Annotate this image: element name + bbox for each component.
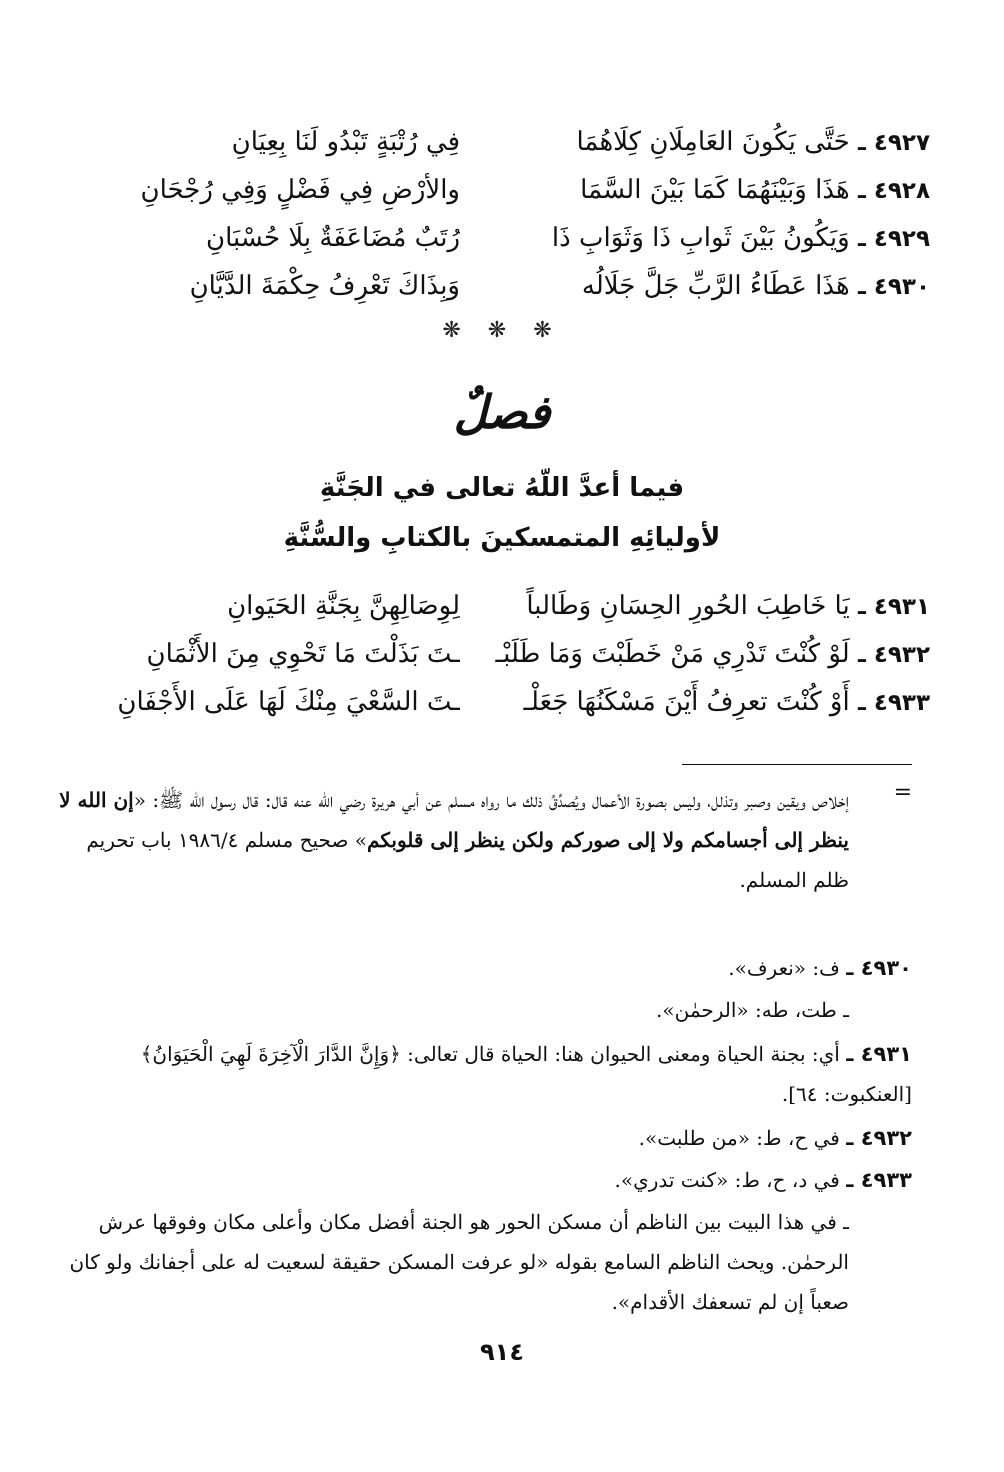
verse-second-hemistich: ـتَ السَّعْيَ مِنْكَ لَهَا عَلَى الأَجْفَانِ [117, 687, 460, 717]
footnote-number: ٤٩٣١ ـ [846, 1042, 912, 1066]
footnote-number: ٤٩٣٠ ـ [846, 956, 912, 980]
verse-second-hemistich: لِوِصَالِهِنَّ بِجَنَّةِ الحَيَوانِ [227, 591, 460, 621]
footnote-text: إخلاص ويقين وصبر وتذلل، وليس بصورة الأعمال ويُصدِّقُ ذلك ما رواه مسلم عن أبي هريرة رضي الله عنه قال: قال رسول الله ﷺ: « [133, 788, 849, 812]
verse-text: هَذَا وَبَيْنَهُمَا كَمَا بَيْنَ السَّمَا [580, 175, 850, 205]
verse-first-hemistich [490, 678, 930, 727]
footnote-text: في د، ح، ط: «كنت تدري». [614, 1168, 840, 1192]
verse-number: ٤٩٣٠ ـ [857, 274, 930, 300]
footnote-4933 [62, 1160, 912, 1200]
poem-verses-top [60, 118, 930, 310]
footnote-text: في ح، ط: «من طلبت». [638, 1126, 840, 1150]
verse-number: ٤٩٢٨ ـ [857, 178, 930, 204]
verse-first-hemistich [490, 118, 930, 167]
verse-number: ٤٩٣٢ ـ [857, 642, 930, 668]
section-title-line-2: لأوليائِهِ المتمسكينَ بالكتابِ والسُّنَّةِ [283, 523, 721, 553]
page-number: ٩١٤ [480, 1338, 524, 1366]
footnote-number: ٤٩٣٢ ـ [846, 1126, 912, 1150]
ornamental-separator: ❋ ❋ ❋ [442, 318, 562, 343]
verse-number: ٤٩٣١ ـ [857, 594, 930, 620]
verse-row [60, 582, 930, 630]
section-heading: فصلٌ [453, 385, 551, 439]
verse-row [60, 262, 930, 310]
verse-text: حَتَّى يَكُونَ العَامِلَانِ كِلَاهُمَا [576, 127, 850, 157]
verse-first-hemistich [490, 214, 930, 263]
verse-row [60, 678, 930, 726]
verse-first-hemistich [490, 582, 930, 631]
footnote-text: » صحيح مسلم ١٩٨٦/٤ باب تحريم ظلم المسلم. [86, 828, 849, 892]
footnote-4932 [62, 1118, 912, 1158]
footnote-4930 [62, 948, 912, 988]
footnote-4931 [62, 1034, 912, 1114]
verse-text: أَوْ كُنْتَ تعرِفُ أَيْنَ مَسْكَنُهَا جَعَلْـ [523, 687, 850, 717]
verse-row [60, 630, 930, 678]
verse-text: وَيَكُونُ بَيْنَ ثَوابِ ذَا وَثَوَابِ ذَا [551, 223, 850, 253]
verse-text: لَوْ كُنْتَ تَدْرِي مَنْ خَطَبْتَ وَمَا طَلَبْـ [495, 639, 850, 669]
footnote-text: ف: «نعرف». [728, 956, 840, 980]
verse-second-hemistich: والأرْضِ فِي فَضْلٍ وَفِي رُجْحَانِ [140, 175, 460, 205]
footnote-number: ٤٩٣٣ ـ [846, 1168, 912, 1192]
hadith-quote: إن الله لا ينظر إلى أجسامكم ولا إلى صوركم ولكن ينظر إلى قلوبكم [59, 788, 849, 852]
footnote-divider [682, 764, 912, 765]
verse-first-hemistich [490, 262, 930, 311]
verse-text: يَا خَاطِبَ الحُورِ الحِسَانِ وَطَالباً [526, 591, 850, 621]
poem-verses-bottom [60, 582, 930, 726]
verse-second-hemistich: فِي رُتْبَةٍ تَبْدُو لَنَا بِعِيَانِ [231, 127, 460, 157]
footnote-continuation [59, 780, 849, 900]
footnote-4933-sub: ـ في هذا البيت بين الناظم أن مسكن الحور هو الجنة أفضل مكان وأعلى مكان وفوقها عرش الرحمٰن. ويحث الناظم السامع بقوله «لو عرفت المسكن حقيقة لسعيت له على أجفانك ولو كان صعباً إن لم تسعفك الأقدام». [69, 1210, 849, 1314]
verse-first-hemistich [490, 166, 930, 215]
verse-second-hemistich: رُتَبٌ مُضَاعَفَةٌ بِلَا حُسْبَانِ [206, 223, 460, 253]
verse-number: ٤٩٢٧ ـ [857, 130, 930, 156]
verse-first-hemistich [490, 630, 930, 679]
verse-text: هَذَا عَطَاءُ الرَّبِّ جَلَّ جَلَالُه [581, 271, 850, 301]
footnote-4930-sub: ـ طت، طه: «الرحمٰن». [656, 998, 849, 1022]
verse-row [60, 118, 930, 166]
footnote-text: أي: بجنة الحياة ومعنى الحيوان هنا: الحياة قال تعالى: ﴿وَإِنَّ الدَّارَ الْآخِرَةَ لَهِيَ الْحَيَوَانُ﴾ [العنكبوت: ٦٤]. [140, 1042, 912, 1106]
verse-second-hemistich: وَبِذَاكَ تَعْرِفُ حِكْمَةَ الدَّيَّانِ [189, 271, 460, 301]
verse-number: ٤٩٢٩ ـ [857, 226, 930, 252]
verse-number: ٤٩٣٣ ـ [857, 690, 930, 716]
verse-row [60, 214, 930, 262]
section-title-line-1: فيما أعدَّ اللّهُ تعالى في الجَنَّةِ [319, 473, 685, 503]
verse-second-hemistich: ـتَ بَذَلْتَ مَا تَحْوِي مِنَ الأَثْمَانِ [146, 639, 460, 669]
footnote-continuation-mark: = [893, 780, 912, 805]
verse-row [60, 166, 930, 214]
